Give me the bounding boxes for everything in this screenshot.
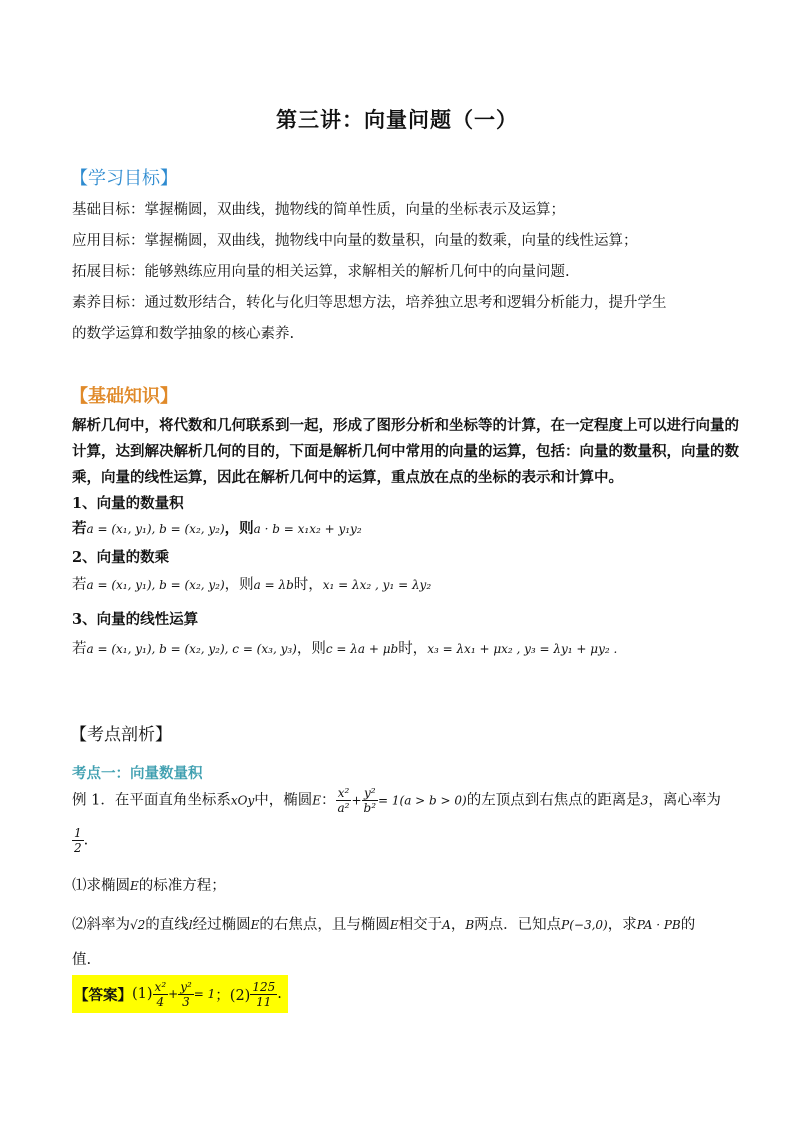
ans-val-den: 11 <box>256 994 272 1009</box>
topic-3-result2: x₃ = λx₁ + μx₂ , y₃ = λy₁ + μy₂ . <box>427 642 618 656</box>
ans-plus: + <box>168 987 179 1001</box>
topic-3-vectors: a = (x₁, y₁), b = (x₂, y₂), c = (x₃, y₃) <box>86 642 297 656</box>
eccentricity-frac <box>72 826 84 855</box>
q2-line-l: l <box>188 918 193 932</box>
topic-2-result: a = λb <box>253 578 294 592</box>
xoy-symbol: xOy <box>230 793 255 808</box>
example-text-1: 在平面直角坐标系 <box>114 792 231 809</box>
frac-y-den: b² <box>363 801 377 815</box>
answer-frac-x <box>153 980 169 1009</box>
topic-2-prefix: 若 <box>72 577 87 593</box>
question-2 <box>72 913 695 934</box>
frac-x-num: x² <box>336 786 352 801</box>
ecc-den: 2 <box>74 841 82 855</box>
q2-point-a: A <box>442 918 451 932</box>
q2-ellipse-1: E <box>250 918 260 932</box>
frac-x-den: a² <box>337 801 350 815</box>
q1-text: ⑴求椭圆 <box>72 878 130 894</box>
topic-1-formula <box>72 517 362 538</box>
ellipse-frac-y <box>362 786 379 815</box>
ans-fy-num: y² <box>180 979 192 994</box>
topic-3-heading: 3、向量的线性运算 <box>72 611 199 628</box>
topic-2-formula <box>72 573 431 594</box>
answer-part-1: (1) <box>132 986 153 1002</box>
analysis-heading: 【考点剖析】 <box>70 725 172 745</box>
q2-d: 的右焦点，且与椭圆 <box>259 917 390 933</box>
goal-literacy-cont: 的数学运算和数学抽象的核心素养. <box>72 326 295 342</box>
answer-part-2: ；(2) <box>215 987 251 1004</box>
topic-1-vectors: a = (x₁, y₁), b = (x₂, y₂) <box>86 522 225 536</box>
topic-1-heading: 1、向量的数量积 <box>72 495 184 512</box>
topic-2-vectors: a = (x₁, y₁), b = (x₂, y₂) <box>86 578 225 592</box>
topic-2-suffix: 时， <box>293 577 323 593</box>
learning-goals-heading: 【学习目标】 <box>70 168 178 189</box>
example-1-line-2 <box>72 826 88 855</box>
topic-3-prefix: 若 <box>72 641 87 657</box>
topic-1-prefix: 若 <box>72 520 87 537</box>
goal-application: 应用目标：掌握椭圆，双曲线，抛物线中向量的数量积，向量的数乘，向量的线性运算； <box>72 233 638 249</box>
ans-eq: = 1 <box>193 987 216 1001</box>
goal-literacy: 素养目标：通过数形结合，转化与化归等思想方法，培养独立思考和逻辑分析能力，提升学生 <box>72 295 667 311</box>
frac-y-num: y² <box>362 786 379 801</box>
topic-3-formula <box>72 637 617 658</box>
answer-box <box>72 975 288 1013</box>
ans-fx-num: x² <box>154 979 167 994</box>
ans-fy-den: 3 <box>182 994 190 1009</box>
q2-dot-product: PA · PB <box>636 918 681 932</box>
topic-2-mid: ，则 <box>224 577 254 593</box>
goal-basic: 基础目标：掌握椭圆，双曲线，抛物线的简单性质，向量的坐标表示及运算； <box>72 202 565 218</box>
ans-val-num: 125 <box>252 979 276 994</box>
ans-fx-den: 4 <box>156 994 165 1009</box>
answer-label: 【答案】 <box>74 986 132 1004</box>
example-text-4: ，离心率为 <box>648 792 721 809</box>
page-title: 第三讲：向量问题（一） <box>276 107 518 132</box>
ans-end: . <box>277 986 282 1002</box>
question-2-cont: 值. <box>72 952 92 968</box>
topic-1-mid: ，则 <box>224 520 254 537</box>
q2-sqrt: √2 <box>130 918 146 932</box>
goal-extension: 拓展目标：能够熟练应用向量的相关运算，求解相关的解析几何中的向量问题. <box>72 264 570 280</box>
q2-e: 相交于 <box>398 917 443 933</box>
basic-knowledge-heading: 【基础知识】 <box>70 386 178 407</box>
question-1 <box>72 874 226 895</box>
q2-point-p: P(−3,0) <box>561 918 608 932</box>
plus-sign: + <box>351 793 362 808</box>
example-period: . <box>83 832 89 849</box>
example-text-2: 中，椭圆 <box>254 792 313 809</box>
ellipse-name: E <box>312 793 321 808</box>
example-label: 例 1． <box>72 792 115 809</box>
q2-b: 的直线 <box>145 917 189 933</box>
q2-h: 的 <box>680 917 696 933</box>
topic-3-suffix: 时， <box>398 641 428 657</box>
example-1-line-1 <box>72 786 721 815</box>
ecc-num: 1 <box>74 826 82 840</box>
intro-line-1: 解析几何中，将代数和几何联系到一起，形成了图形分析和坐标等的计算，在一定程度上可以进行向量的 <box>72 417 739 434</box>
topic-3-result: c = λa + μb <box>325 642 399 656</box>
q2-f: 两点．已知点 <box>474 917 562 933</box>
q2-comma: ， <box>450 917 466 933</box>
q2-point-b: B <box>465 918 475 932</box>
intro-line-2: 计算，达到解决解析几何的目的，下面是解析几何中常用的向量的运算，包括：向量的数量积，向量的数 <box>72 443 739 460</box>
example-colon: ： <box>321 792 336 809</box>
distance-value: 3 <box>640 793 649 808</box>
point-1-heading: 考点一：向量数量积 <box>72 765 203 782</box>
q1-ellipse: E <box>130 879 139 893</box>
topic-2-result2: x₁ = λx₂ , y₁ = λy₂ <box>322 578 432 592</box>
q2-c: 经过椭圆 <box>192 917 251 933</box>
topic-2-heading: 2、向量的数乘 <box>72 549 170 566</box>
q1-rest: 的标准方程； <box>138 878 226 894</box>
answer-frac-value <box>250 980 277 1009</box>
ellipse-eq-rest: = 1(a > b > 0) <box>378 793 467 808</box>
q2-a: ⑵斜率为 <box>72 917 130 933</box>
intro-line-3: 乘，向量的线性运算，因此在解析几何中的运算，重点放在点的坐标的表示和计算中。 <box>72 469 623 486</box>
q2-g: ，求 <box>607 917 637 933</box>
q2-ellipse-2: E <box>389 918 399 932</box>
ellipse-frac-x <box>336 786 352 815</box>
answer-frac-y <box>178 980 194 1009</box>
topic-3-mid: ，则 <box>296 641 326 657</box>
example-text-3: 的左顶点到右焦点的距离是 <box>466 792 641 809</box>
topic-1-result: a · b = x₁x₂ + y₁y₂ <box>253 522 362 536</box>
